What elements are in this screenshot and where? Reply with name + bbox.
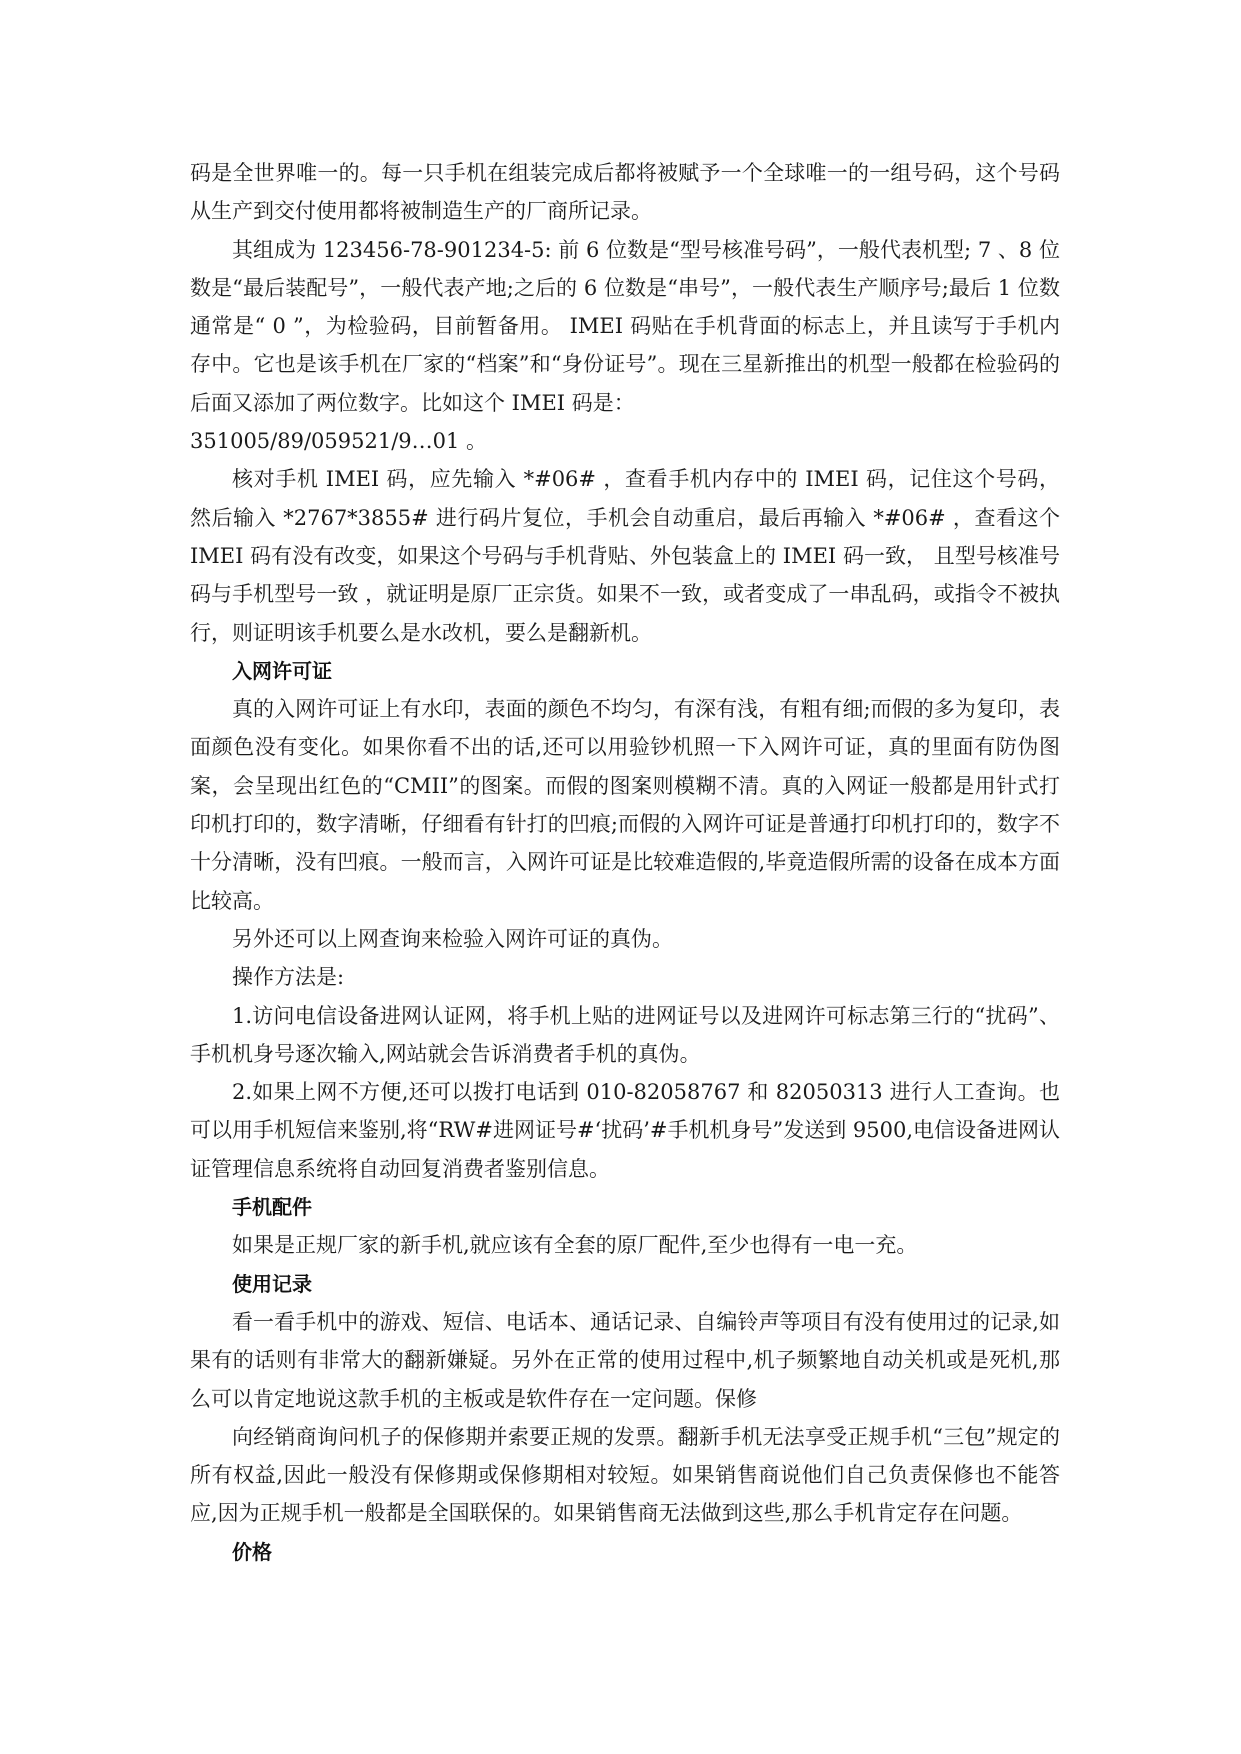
heading-accessories: 手机配件 — [232, 1195, 312, 1220]
paragraph-warranty: 向经销商询问机子的保修期并索要正规的发票。翻新手机无法享受正规手机“三包”规定的所有权益,因此一般没有保修期或保修期相对较短。如果销售商说他们自己负责保修也不能答应,因为正规手机一般都是全国联保的。如果销售商无法做到这些,那么手机肯定存在问题。 — [190, 1424, 1060, 1526]
paragraph-accessories: 如果是正规厂家的新手机,就应该有全套的原厂配件,至少也得有一电一充。 — [232, 1233, 918, 1258]
paragraph-usage-records: 看一看手机中的游戏、短信、电话本、通话记录、自编铃声等项目有没有使用过的记录,如果有的话则有非常大的翻新嫌疑。另外在正常的使用过程中,机子频繁地自动关机或是死机,那么可以肯定地说这款手机的主板或是软件存在一定问题。保修 — [190, 1309, 1060, 1411]
paragraph-method-intro: 操作方法是: — [232, 965, 345, 990]
heading-price: 价格 — [232, 1539, 272, 1564]
paragraph-imei-example: 351005/89/059521/9…01 。 — [190, 429, 488, 454]
paragraph-license-online: 另外还可以上网查询来检验入网许可证的真伪。 — [232, 926, 673, 951]
paragraph-method-step-1: 1.访问电信设备进网认证网，将手机上贴的进网证号以及进网许可标志第三行的“扰码”、手机机身号逐次输入,网站就会告诉消费者手机的真伪。 — [190, 1003, 1060, 1066]
paragraph-license-watermark: 真的入网许可证上有水印，表面的颜色不均匀，有深有浅，有粗有细;而假的多为复印，表面颜色没有变化。如果你看不出的话,还可以用验钞机照一下入网许可证，真的里面有防伪图案，会呈现出红色的“CMII”的图案。而假的图案则模糊不清。真的入网证一般都是用针式打印机打印的，数字清晰，仔细看有针打的凹痕;而假的入网许可证是普通打印机打印的，数字不十分清晰，没有凹痕。一般而言，入网许可证是比较难造假的,毕竟造假所需的设备在成本方面比较高。 — [190, 697, 1060, 913]
paragraph-imei-check: 核对手机 IMEI 码，应先输入 *#06# ，查看手机内存中的 IMEI 码，记住这个号码，然后输入 *2767*3855# 进行码片复位，手机会自动重启，最后再输入 *#06# ，查看这个 IMEI 码有没有改变，如果这个号码与手机背贴、外包装盒上的 IMEI 码一致， 且型号核准号码与手机型号一致 ，就证明是原厂正宗货。如果不一致，或者变成了一串乱码，或指令不被执行，则证明该手机要么是水改机，要么是翻新机。 — [190, 467, 1060, 645]
paragraph-imei-unique: 码是全世界唯一的。每一只手机在组装完成后都将被赋予一个全球唯一的一组号码，这个号码从生产到交付使用都将被制造生产的厂商所记录。 — [190, 161, 1060, 224]
paragraph-method-step-2: 2.如果上网不方便,还可以拨打电话到 010-82058767 和 82050313 进行人工查询。也可以用手机短信来鉴别,将“RW#进网证号#‘扰码’#手机机身号”发送到 9500,电信设备进网认证管理信息系统将自动回复消费者鉴别信息。 — [190, 1080, 1061, 1181]
heading-network-license: 入网许可证 — [232, 658, 332, 683]
document-body — [190, 154, 1060, 1571]
heading-usage-records: 使用记录 — [232, 1271, 312, 1296]
paragraph-imei-structure: 其组成为 123456-78-901234-5: 前 6 位数是“型号核准号码”，一般代表机型; 7 、8 位数是“最后装配号”，一般代表产地;之后的 6 位数是“串号”，一般代表生产顺序号;最后 1 位数通常是“ 0 ”，为检验码，目前暂备用。 IMEI 码贴在手机背面的标志上，并且读写于手机内存中。它也是该手机在厂家的“档案”和“身份证号”。现在三星新推出的机型一般都在检验码的后面又添加了两位数字。比如这个 IMEI 码是： — [190, 237, 1060, 415]
